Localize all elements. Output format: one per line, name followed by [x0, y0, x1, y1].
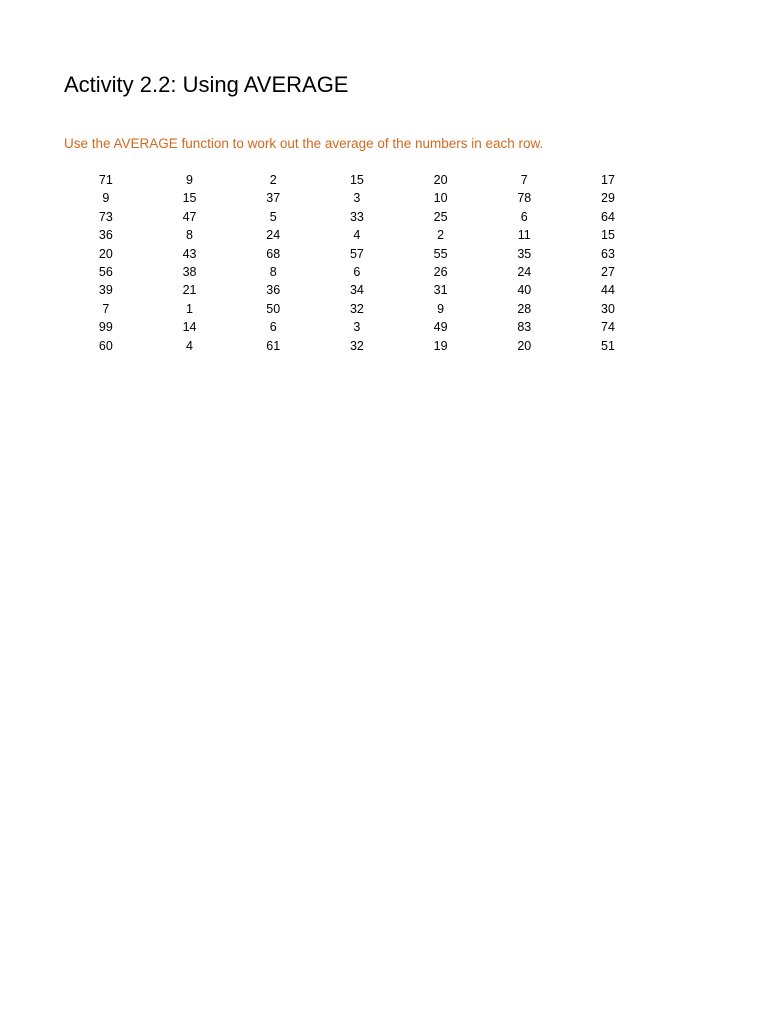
- table-cell[interactable]: 49: [433, 320, 448, 335]
- table-cell[interactable]: 40: [517, 283, 532, 298]
- page-title: Activity 2.2: Using AVERAGE: [64, 72, 349, 97]
- table-cell[interactable]: 28: [517, 301, 532, 316]
- table-row: [64, 245, 650, 263]
- table-cell[interactable]: 68: [266, 246, 281, 261]
- table-cell[interactable]: 50: [266, 301, 281, 316]
- table-cell[interactable]: 15: [349, 173, 364, 187]
- number-grid: [64, 171, 650, 355]
- table-cell[interactable]: 34: [349, 283, 364, 298]
- table-cell[interactable]: 37: [266, 191, 281, 206]
- table-cell[interactable]: 24: [517, 264, 532, 279]
- table-cell[interactable]: 6: [353, 264, 361, 279]
- table-cell[interactable]: 32: [349, 338, 364, 353]
- table-cell[interactable]: 35: [517, 246, 532, 261]
- table-cell[interactable]: 31: [433, 283, 448, 298]
- table-cell[interactable]: 15: [601, 228, 615, 243]
- table-cell[interactable]: 38: [182, 264, 197, 279]
- table-cell[interactable]: 47: [182, 209, 197, 224]
- table-cell[interactable]: 8: [186, 228, 193, 243]
- table-row: [64, 300, 650, 318]
- table-row: [64, 171, 650, 189]
- table-cell[interactable]: 19: [433, 338, 448, 353]
- instruction-text: Use the AVERAGE function to work out the average of the numbers in each row.: [64, 136, 544, 151]
- table-cell[interactable]: 32: [349, 301, 364, 316]
- table-cell[interactable]: 61: [266, 338, 281, 353]
- table-row: [64, 318, 650, 336]
- table-cell[interactable]: 25: [433, 209, 448, 224]
- table-cell[interactable]: 33: [349, 209, 364, 224]
- table-row: [64, 281, 650, 299]
- table-cell[interactable]: 24: [266, 228, 281, 243]
- table-cell[interactable]: 99: [98, 320, 113, 335]
- table-row: [64, 226, 650, 244]
- table-cell[interactable]: 27: [601, 264, 615, 279]
- table-cell[interactable]: 43: [182, 246, 197, 261]
- table-cell[interactable]: 56: [98, 264, 113, 279]
- table-row: [64, 337, 650, 355]
- table-cell[interactable]: 73: [98, 209, 113, 224]
- table-cell[interactable]: 71: [98, 173, 113, 187]
- table-cell[interactable]: 6: [269, 320, 277, 335]
- table-cell[interactable]: 55: [433, 246, 448, 261]
- table-cell[interactable]: 20: [433, 173, 448, 187]
- table-cell[interactable]: 26: [433, 264, 448, 279]
- table-cell[interactable]: 10: [433, 191, 448, 206]
- table-row: [64, 189, 650, 207]
- table-cell[interactable]: 36: [98, 228, 113, 243]
- table-row: [64, 263, 650, 281]
- table-cell[interactable]: 83: [517, 320, 532, 335]
- table-cell[interactable]: 3: [353, 320, 361, 335]
- table-cell[interactable]: 17: [601, 173, 615, 187]
- table-cell[interactable]: 57: [349, 246, 364, 261]
- table-cell[interactable]: 64: [601, 209, 615, 224]
- table-row: [64, 208, 650, 226]
- table-cell[interactable]: 29: [601, 191, 615, 206]
- table-cell[interactable]: 36: [266, 283, 281, 298]
- table-cell[interactable]: 78: [517, 191, 532, 206]
- table-cell[interactable]: 4: [186, 338, 193, 353]
- table-cell[interactable]: 60: [98, 338, 113, 353]
- table-cell[interactable]: 8: [269, 264, 277, 279]
- table-cell[interactable]: 2: [269, 173, 277, 187]
- table-cell[interactable]: 3: [353, 191, 361, 206]
- table-cell[interactable]: 20: [517, 338, 532, 353]
- table-cell[interactable]: 9: [437, 301, 445, 316]
- table-cell[interactable]: 63: [601, 246, 615, 261]
- table-cell[interactable]: 74: [601, 320, 615, 335]
- table-cell[interactable]: 6: [520, 209, 528, 224]
- table-cell[interactable]: 21: [182, 283, 197, 298]
- table-cell[interactable]: 20: [98, 246, 113, 261]
- table-cell[interactable]: 44: [601, 283, 615, 298]
- table-cell[interactable]: 7: [102, 301, 110, 316]
- table-cell[interactable]: 15: [182, 191, 197, 206]
- table-cell[interactable]: 39: [98, 283, 113, 298]
- table-cell[interactable]: 9: [102, 191, 110, 206]
- table-cell[interactable]: 9: [186, 173, 193, 187]
- table-cell[interactable]: 4: [353, 228, 361, 243]
- table-cell[interactable]: 1: [186, 301, 193, 316]
- table-cell[interactable]: 51: [601, 338, 615, 353]
- table-cell[interactable]: 11: [517, 228, 531, 243]
- table-cell[interactable]: 14: [182, 320, 197, 335]
- table-cell[interactable]: 7: [520, 173, 528, 187]
- table-cell[interactable]: 30: [601, 301, 615, 316]
- table-cell[interactable]: 2: [437, 228, 445, 243]
- table-cell[interactable]: 5: [269, 209, 277, 224]
